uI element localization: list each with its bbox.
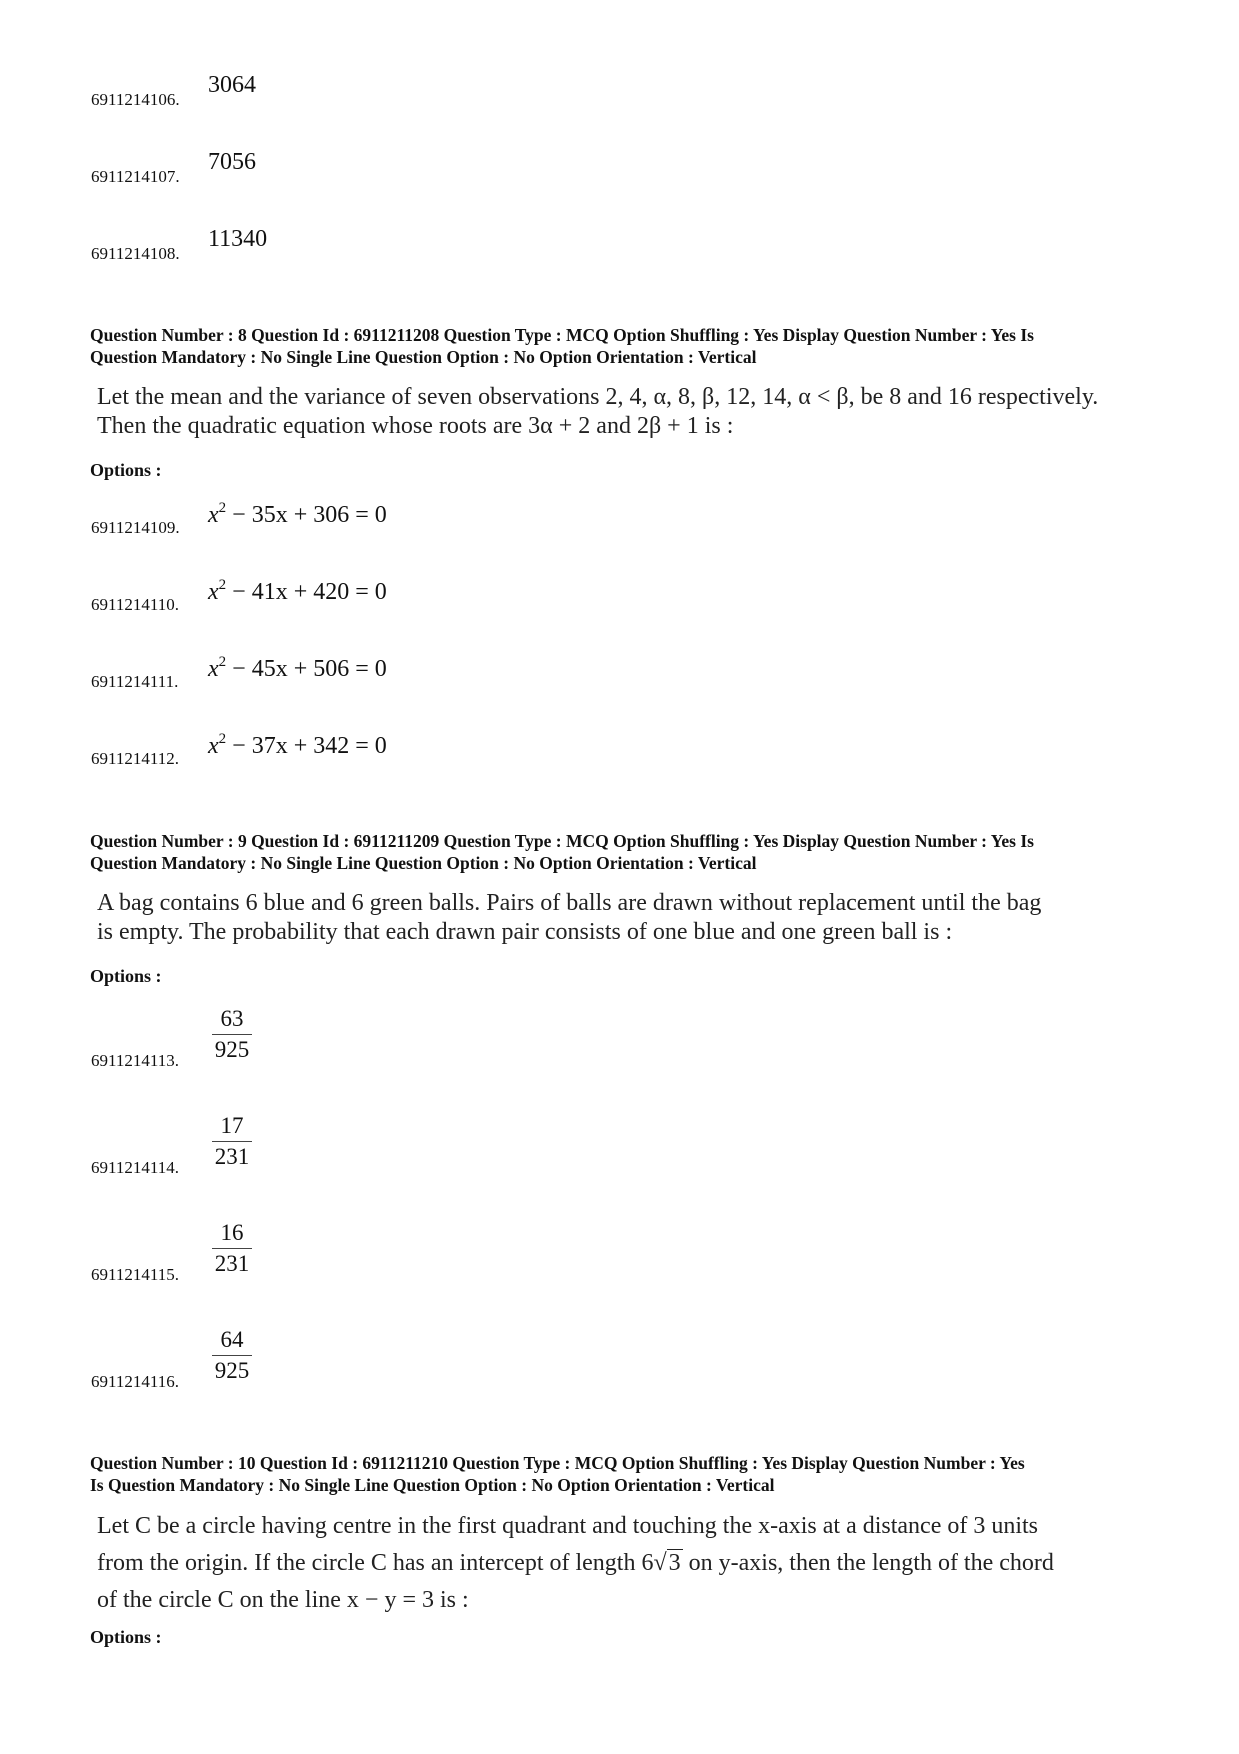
- option-id: 6911214111.: [91, 672, 179, 691]
- fraction-denominator: 925: [214, 1358, 250, 1383]
- option-row[interactable]: [0, 226, 1239, 306]
- text-line: is empty. The probability that each drawn pair consists of one blue and one green ball is :: [97, 919, 953, 945]
- option-row[interactable]: [0, 498, 1239, 578]
- option-id: 6911214115.: [91, 1265, 179, 1284]
- fraction-numerator: 17: [212, 1113, 252, 1142]
- option-equation: $x^2 - 35x + 306 = 0$: [208, 500, 387, 528]
- meta-line: Question Number : 10 Question Id : 6911211210 Question Type : MCQ Option Shuffling : Yes Display Question Number : Yes: [90, 1453, 1025, 1473]
- option-id: 6911214110.: [91, 595, 179, 614]
- fraction-denominator: 231: [214, 1251, 250, 1276]
- meta-line: Question Mandatory : No Single Line Question Option : No Option Orientation : Vertical: [90, 853, 757, 873]
- question-text: [97, 889, 1177, 947]
- option-fraction: [212, 1327, 252, 1384]
- option-id: 6911214114.: [91, 1158, 179, 1177]
- option-id: 6911214106.: [91, 90, 180, 109]
- option-row[interactable]: [0, 149, 1239, 229]
- option-equation: $x^2 - 41x + 420 = 0$: [208, 577, 387, 605]
- option-row[interactable]: [0, 575, 1239, 655]
- question-meta: [90, 1452, 1170, 1496]
- option-id: 6911214107.: [91, 167, 180, 186]
- option-value: 11340: [208, 226, 268, 252]
- question-meta: [90, 324, 1170, 368]
- option-fraction: [212, 1006, 252, 1063]
- meta-line: Question Number : 8 Question Id : 6911211208 Question Type : MCQ Option Shuffling : Yes Display Question Number : Yes Is: [90, 325, 1034, 345]
- option-row[interactable]: [0, 1004, 1239, 1094]
- fraction-denominator: 925: [214, 1037, 250, 1062]
- fraction-numerator: 16: [212, 1220, 252, 1249]
- meta-line: Question Mandatory : No Single Line Question Option : No Option Orientation : Vertical: [90, 347, 757, 367]
- options-label: Options :: [90, 966, 162, 986]
- math-sqrt-expression: 6√3: [641, 1550, 681, 1576]
- question-meta: [90, 830, 1170, 874]
- option-id: 6911214112.: [91, 749, 179, 768]
- option-id: 6911214113.: [91, 1051, 179, 1070]
- question-text: [97, 383, 1177, 441]
- option-value: 7056: [208, 149, 256, 175]
- option-id: 6911214116.: [91, 1372, 179, 1391]
- option-equation: $x^2 - 45x + 506 = 0$: [208, 654, 387, 682]
- option-id: 6911214108.: [91, 244, 180, 263]
- option-row[interactable]: [0, 1325, 1239, 1415]
- option-row[interactable]: [0, 1111, 1239, 1201]
- text-line: A bag contains 6 blue and 6 green balls. Pairs of balls are drawn without replacement until the bag: [97, 890, 1042, 916]
- fraction-numerator: 64: [212, 1327, 252, 1356]
- question-text: [97, 1508, 1177, 1619]
- meta-line: Is Question Mandatory : No Single Line Question Option : No Option Orientation : Vertical: [90, 1475, 775, 1495]
- option-fraction: [212, 1220, 252, 1277]
- text-line: Let C be a circle having centre in the first quadrant and touching the x-axis at a distance of 3 units: [97, 1513, 1039, 1539]
- text-line: from the origin. If the circle C has an intercept of length 6√3 on y-axis, then the length of the chord: [97, 1550, 1054, 1576]
- option-id: 6911214109.: [91, 518, 180, 537]
- option-value: 3064: [208, 72, 256, 98]
- fraction-numerator: 63: [212, 1006, 252, 1035]
- text-line: Let the mean and the variance of seven observations 2, 4, α, 8, β, 12, 14, α < β, be 8 and 16 respectively.: [97, 384, 1099, 410]
- fraction-denominator: 231: [214, 1144, 250, 1169]
- option-row[interactable]: [0, 72, 1239, 152]
- option-row[interactable]: [0, 729, 1239, 809]
- options-label: Options :: [90, 460, 162, 480]
- options-label: Options :: [90, 1627, 162, 1647]
- option-row[interactable]: [0, 652, 1239, 732]
- meta-line: Question Number : 9 Question Id : 6911211209 Question Type : MCQ Option Shuffling : Yes Display Question Number : Yes Is: [90, 831, 1034, 851]
- option-row[interactable]: [0, 1218, 1239, 1308]
- text-line: of the circle C on the line x − y = 3 is :: [97, 1587, 469, 1613]
- option-equation: $x^2 - 37x + 342 = 0$: [208, 731, 387, 759]
- text-line: Then the quadratic equation whose roots are 3α + 2 and 2β + 1 is :: [97, 413, 734, 439]
- option-fraction: [212, 1113, 252, 1170]
